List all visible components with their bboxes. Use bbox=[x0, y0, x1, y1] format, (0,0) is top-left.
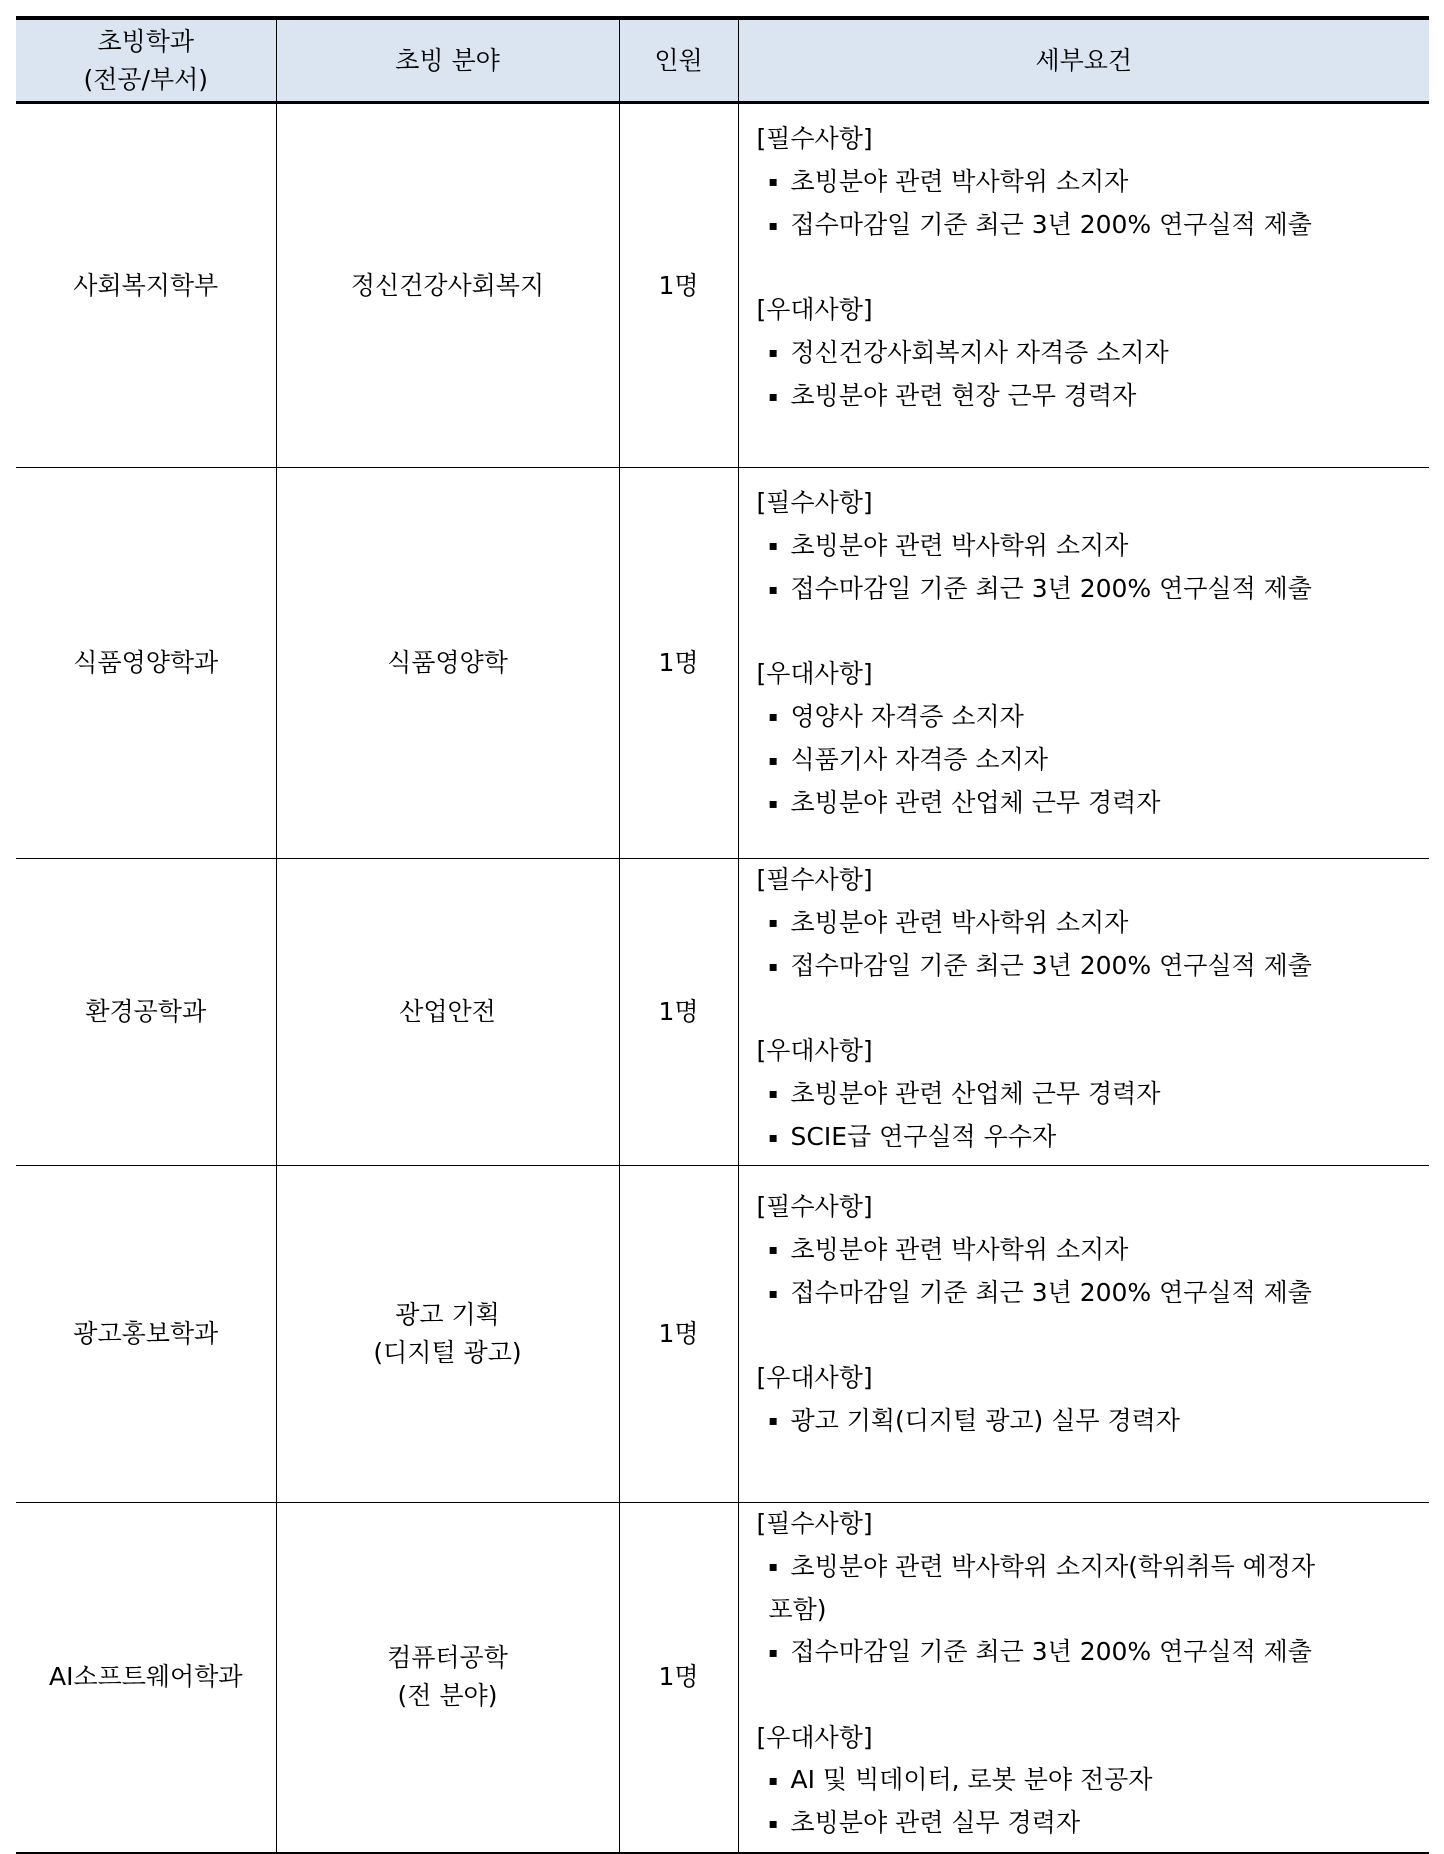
required-title: [필수사항] bbox=[756, 488, 873, 517]
count-cell: 1명 bbox=[619, 1503, 738, 1853]
count-cell: 1명 bbox=[619, 103, 738, 468]
bullet-icon: ▪ bbox=[768, 345, 778, 362]
table-row bbox=[16, 859, 1429, 1166]
list-item-text: 초빙분야 관련 박사학위 소지자 bbox=[790, 907, 1129, 937]
list-item bbox=[757, 1073, 1412, 1116]
bullet-icon: ▪ bbox=[768, 1242, 778, 1259]
table-row bbox=[16, 1166, 1429, 1503]
bullet-icon: ▪ bbox=[768, 1285, 778, 1302]
bullet-icon: ▪ bbox=[768, 1413, 778, 1430]
list-item bbox=[757, 945, 1412, 988]
list-item-text: 초빙분야 관련 산업체 근무 경력자 bbox=[790, 1078, 1161, 1108]
bullet-icon: ▪ bbox=[768, 1772, 778, 1789]
header-row bbox=[16, 18, 1429, 103]
dept-cell: AI소프트웨어학과 bbox=[16, 1503, 276, 1853]
bullet-icon: ▪ bbox=[768, 388, 778, 405]
field-line1: 식품영양학 bbox=[387, 648, 508, 677]
bullet-icon: ▪ bbox=[768, 1559, 778, 1576]
preferred-title: [우대사항] bbox=[756, 295, 873, 324]
list-item bbox=[757, 332, 1412, 375]
detail-cell bbox=[738, 1503, 1429, 1853]
bullet-icon: ▪ bbox=[768, 709, 778, 726]
list-item-text: 영양사 자격증 소지자 bbox=[790, 701, 1024, 731]
list-item bbox=[757, 525, 1412, 568]
list-item bbox=[757, 1631, 1412, 1674]
field-cell bbox=[276, 103, 619, 468]
dept-cell: 광고홍보학과 bbox=[16, 1166, 276, 1503]
field-cell bbox=[276, 468, 619, 859]
bullet-icon: ▪ bbox=[768, 958, 778, 975]
list-item-text: 초빙분야 관련 현장 근무 경력자 bbox=[790, 380, 1137, 410]
count-cell: 1명 bbox=[619, 1166, 738, 1503]
dept-cell: 식품영양학과 bbox=[16, 468, 276, 859]
list-item bbox=[757, 1802, 1412, 1845]
required-title: [필수사항] bbox=[756, 1509, 873, 1538]
bullet-icon: ▪ bbox=[768, 795, 778, 812]
list-item bbox=[757, 902, 1412, 945]
list-item-text: 식품기사 자격증 소지자 bbox=[790, 744, 1048, 774]
list-item-text: 접수마감일 기준 최근 3년 200% 연구실적 제출 bbox=[790, 950, 1312, 980]
list-item bbox=[757, 1116, 1412, 1159]
table-row bbox=[16, 103, 1429, 468]
list-item-text: 정신건강사회복지사 자격증 소지자 bbox=[790, 337, 1169, 367]
bullet-icon: ▪ bbox=[768, 1086, 778, 1103]
detail-cell bbox=[738, 468, 1429, 859]
header-detail: 세부요건 bbox=[738, 18, 1429, 103]
preferred-title: [우대사항] bbox=[756, 659, 873, 688]
field-cell bbox=[276, 859, 619, 1166]
field-cell bbox=[276, 1503, 619, 1853]
detail-cell bbox=[738, 103, 1429, 468]
detail-cell bbox=[738, 859, 1429, 1166]
list-item-text: 광고 기획(디지털 광고) 실무 경력자 bbox=[790, 1405, 1180, 1435]
list-item-text: AI 및 빅데이터, 로봇 분야 전공자 bbox=[790, 1765, 1153, 1794]
list-item bbox=[757, 1272, 1412, 1315]
bullet-icon: ▪ bbox=[768, 538, 778, 555]
list-item bbox=[757, 1759, 1412, 1802]
header-dept bbox=[16, 18, 276, 103]
list-item-text: 초빙분야 관련 박사학위 소지자(학위취득 예정자 bbox=[790, 1551, 1316, 1581]
table-row bbox=[16, 468, 1429, 859]
list-item-continuation: 포함) bbox=[768, 1594, 827, 1624]
header-field: 초빙 분야 bbox=[276, 18, 619, 103]
list-item bbox=[757, 375, 1412, 418]
preferred-title: [우대사항] bbox=[756, 1363, 873, 1392]
preferred-title: [우대사항] bbox=[756, 1722, 873, 1752]
field-line2: (전 분야) bbox=[397, 1681, 498, 1711]
list-item bbox=[757, 696, 1412, 739]
count-cell: 1명 bbox=[619, 468, 738, 859]
list-item bbox=[757, 739, 1412, 782]
list-item bbox=[757, 1229, 1412, 1272]
header-count: 인원 bbox=[619, 18, 738, 103]
field-line1: 컴퓨터공학 bbox=[387, 1643, 508, 1673]
bullet-icon: ▪ bbox=[768, 174, 778, 191]
header-dept-line2: (전공/부서) bbox=[83, 64, 209, 94]
list-item-text: SCIE급 연구실적 우수자 bbox=[790, 1121, 1057, 1151]
field-cell bbox=[276, 1166, 619, 1503]
list-item bbox=[757, 782, 1412, 825]
recruitment-table bbox=[16, 16, 1429, 1854]
list-item-text: 접수마감일 기준 최근 3년 200% 연구실적 제출 bbox=[790, 573, 1312, 603]
required-title: [필수사항] bbox=[756, 124, 873, 153]
bullet-icon: ▪ bbox=[768, 217, 778, 234]
dept-cell: 환경공학과 bbox=[16, 859, 276, 1166]
bullet-icon: ▪ bbox=[768, 752, 778, 769]
list-item bbox=[757, 1546, 1412, 1589]
field-line1: 정신건강사회복지 bbox=[350, 270, 545, 300]
bullet-icon: ▪ bbox=[768, 915, 778, 932]
field-line1: 산업안전 bbox=[399, 997, 496, 1026]
table-row bbox=[16, 1503, 1429, 1853]
dept-cell: 사회복지학부 bbox=[16, 103, 276, 468]
required-title: [필수사항] bbox=[756, 1192, 873, 1221]
bullet-icon: ▪ bbox=[768, 1129, 778, 1146]
list-item-text: 접수마감일 기준 최근 3년 200% 연구실적 제출 bbox=[790, 1637, 1312, 1667]
list-item bbox=[757, 161, 1412, 204]
field-line1: 광고 기획 bbox=[395, 1300, 500, 1329]
list-item-text: 초빙분야 관련 실무 경력자 bbox=[790, 1808, 1080, 1838]
field-line2: (디지털 광고) bbox=[373, 1338, 522, 1367]
list-item-text: 초빙분야 관련 산업체 근무 경력자 bbox=[790, 788, 1161, 817]
list-item bbox=[757, 568, 1412, 611]
list-item bbox=[757, 1400, 1412, 1443]
bullet-icon: ▪ bbox=[768, 1816, 778, 1832]
preferred-title: [우대사항] bbox=[756, 1036, 873, 1065]
list-item-text: 접수마감일 기준 최근 3년 200% 연구실적 제출 bbox=[790, 1277, 1312, 1307]
bullet-icon: ▪ bbox=[768, 581, 778, 598]
list-item-text: 초빙분야 관련 박사학위 소지자 bbox=[790, 166, 1129, 196]
list-item bbox=[757, 204, 1412, 247]
header-dept-line1: 초빙학과 bbox=[97, 26, 195, 56]
list-item-text: 접수마감일 기준 최근 3년 200% 연구실적 제출 bbox=[790, 209, 1312, 239]
required-title: [필수사항] bbox=[756, 865, 873, 894]
count-cell: 1명 bbox=[619, 859, 738, 1166]
list-item-text: 초빙분야 관련 박사학위 소지자 bbox=[790, 1234, 1129, 1264]
bullet-icon: ▪ bbox=[768, 1645, 778, 1661]
list-item-text: 초빙분야 관련 박사학위 소지자 bbox=[790, 530, 1129, 560]
detail-cell bbox=[738, 1166, 1429, 1503]
